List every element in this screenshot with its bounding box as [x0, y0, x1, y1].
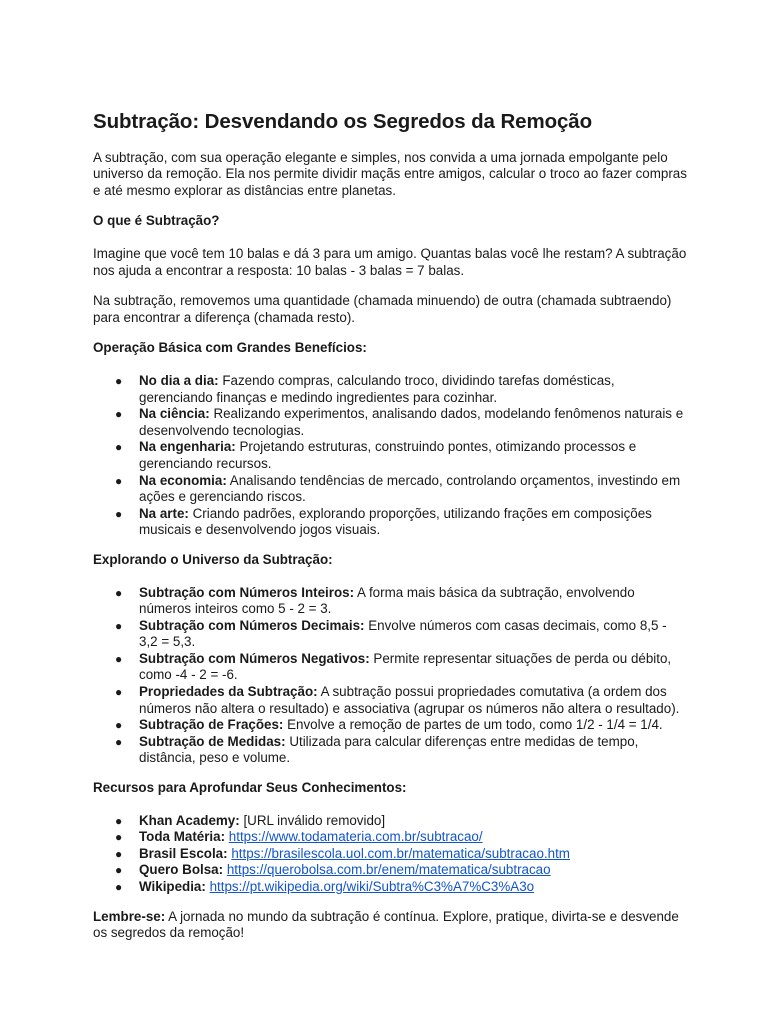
bullet-icon: ●	[115, 506, 123, 521]
list-item-term: Quero Bolsa:	[139, 862, 224, 878]
resource-item-wikipedia	[115, 879, 688, 896]
list-item-term: Subtração de Frações:	[139, 717, 284, 733]
section-heading-what-is: O que é Subtração?	[93, 213, 220, 229]
bullet-icon: ●	[115, 734, 123, 749]
list-item-term: Propriedades da Subtração:	[139, 684, 318, 700]
list-item	[115, 650, 688, 684]
list-item	[115, 617, 688, 651]
list-item-term: Subtração com Números Negativos:	[139, 650, 370, 666]
list-item-text: Analisando tendências de mercado, controlando orçamentos, investindo em ações e gerenciando riscos.	[139, 472, 681, 505]
document-title: Subtração: Desvendando os Segredos da Remoção	[93, 110, 593, 133]
list-item-term: Na economia:	[139, 472, 227, 488]
paragraph-definition: Na subtração, removemos uma quantidade (chamada minuendo) de outra (chamada subtraendo) para encontrar a diferença (chamada resto).	[93, 293, 672, 325]
list-item-text: Realizando experimentos, analisando dados, modelando fenômenos naturais e desenvolvendo tecnologias.	[139, 406, 684, 438]
intro-paragraph: A subtração, com sua operação elegante e simples, nos convida a uma jornada empolgante pelo universo da remoção. Ela nos permite dividir maçãs entre amigos, calcular o troco ao fazer compras e até mesmo explorar as distâncias entre planetas.	[93, 149, 687, 198]
resource-item-khan-academy	[115, 812, 688, 830]
bullet-icon: ●	[115, 618, 123, 633]
list-item-text: Utilizada para calcular diferenças entre medidas de tempo, distância, peso e volume.	[139, 733, 639, 766]
list-item-term: Na ciência:	[139, 406, 210, 422]
list-item	[115, 505, 688, 539]
list-item	[115, 684, 688, 717]
bullet-icon: ●	[115, 585, 123, 600]
list-item-text: A subtração possui propriedades comutativa (a ordem dos números não altera o resultado) e associativa (agrupar os números não altera o resultado).	[139, 684, 680, 716]
closing-term: Lembre-se:	[93, 908, 166, 924]
bullet-icon: ●	[115, 880, 123, 894]
resource-item-brasil-escola	[115, 845, 688, 863]
bullet-icon: ●	[115, 813, 123, 828]
resources-list	[93, 813, 688, 896]
resource-item-toda-materia	[115, 829, 688, 846]
list-item-term: Na arte:	[139, 505, 189, 521]
list-item-text: [URL inválido removido]	[239, 812, 386, 828]
benefits-list	[93, 373, 688, 539]
bullet-icon: ●	[115, 718, 123, 733]
link-toda-materia[interactable]: https://www.todamateria.com.br/subtracao/	[228, 829, 483, 845]
list-item-text: Projetando estruturas, construindo pontes, otimizando processos e gerenciando recursos.	[139, 439, 637, 471]
list-item-text: Criando padrões, explorando proporções, utilizando frações em composições musicais e desenvolvendo jogos visuais.	[139, 505, 652, 538]
list-item	[115, 372, 688, 406]
link-quero-bolsa[interactable]: https://querobolsa.com.br/enem/matematica/subtracao	[226, 862, 551, 878]
list-item-term: Khan Academy:	[139, 812, 240, 828]
list-item-term: Subtração de Medidas:	[139, 733, 286, 749]
explore-list	[93, 585, 688, 768]
list-item	[115, 472, 688, 506]
link-wikipedia[interactable]: https://pt.wikipedia.org/wiki/Subtra%C3%A7%C3%A3o	[209, 879, 535, 894]
resource-item-quero-bolsa	[115, 862, 688, 879]
bullet-icon: ●	[115, 651, 123, 666]
list-item-text: Permite representar situações de perda ou débito, como -4 - 2 = -6.	[139, 650, 672, 683]
bullet-icon: ●	[115, 473, 123, 488]
bullet-icon: ●	[115, 373, 123, 388]
list-item-term: Subtração com Números Inteiros:	[139, 584, 355, 600]
list-item-text: A forma mais básica da subtração, envolvendo números inteiros como 5 - 2 = 3.	[139, 584, 635, 617]
bullet-icon: ●	[115, 846, 123, 861]
list-item-term: Subtração com Números Decimais:	[139, 617, 365, 633]
bullet-icon: ●	[115, 440, 123, 455]
section-heading-explore: Explorando o Universo da Subtração:	[93, 551, 333, 567]
list-item-text: Fazendo compras, calculando troco, dividindo tarefas domésticas, gerenciando finanças e medindo ingredientes para cozinhar.	[139, 372, 615, 405]
list-item-term: Wikipedia:	[139, 879, 206, 894]
closing-text: A jornada no mundo da subtração é contínua. Explore, pratique, divirta-se e desvende os segredos da remoção!	[93, 908, 679, 941]
section-heading-resources: Recursos para Aprofundar Seus Conhecimentos:	[93, 780, 407, 796]
bullet-icon: ●	[115, 407, 123, 422]
bullet-icon: ●	[115, 685, 123, 700]
closing-paragraph	[93, 909, 688, 942]
paragraph-candy-example: Imagine que você tem 10 balas e dá 3 para um amigo. Quantas balas você lhe restam? A subtração nos ajuda a encontrar a resposta: 10 balas - 3 balas = 7 balas.	[93, 246, 687, 278]
list-item	[115, 406, 688, 439]
list-item-term: Na engenharia:	[139, 439, 236, 455]
list-item	[115, 733, 688, 767]
link-brasil-escola[interactable]: https://brasilescola.uol.com.br/matematica/subtracao.htm	[231, 845, 570, 861]
list-item-text: Envolve números com casas decimais, como 8,5 - 3,2 = 5,3.	[139, 617, 667, 650]
section-heading-benefits: Operação Básica com Grandes Benefícios:	[93, 340, 367, 356]
bullet-icon: ●	[115, 830, 123, 845]
list-item-term: Brasil Escola:	[139, 845, 228, 861]
list-item	[115, 717, 688, 734]
list-item	[115, 584, 688, 618]
list-item-term: No dia a dia:	[139, 372, 219, 388]
list-item-term: Toda Matéria:	[139, 829, 226, 845]
list-item-text: Envolve a remoção de partes de um todo, como 1/2 - 1/4 = 1/4.	[283, 717, 663, 733]
bullet-icon: ●	[115, 863, 123, 878]
list-item	[115, 439, 688, 472]
